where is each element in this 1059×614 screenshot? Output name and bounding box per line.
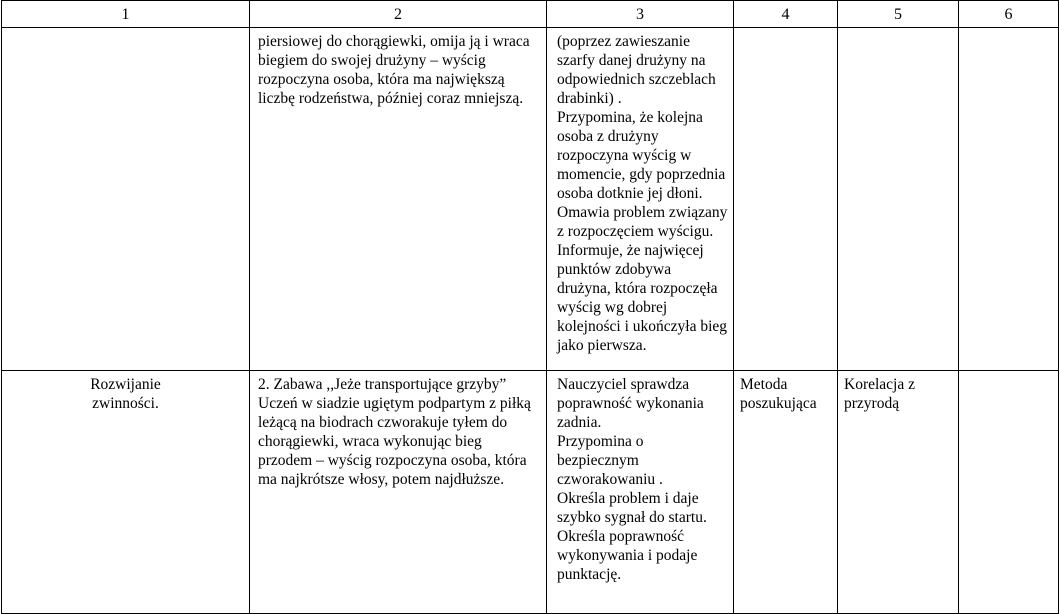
lesson-plan-table <box>1 0 1059 614</box>
text-line: osoba dotknie jej dłoni. <box>557 185 703 202</box>
text-line: wyścig wg dobrej <box>557 299 668 316</box>
teacher-actions-cell <box>547 28 734 371</box>
text-line: przodem – wyścig rozpoczyna osoba, która <box>258 452 527 469</box>
column-number-3: 3 <box>547 1 734 28</box>
teacher-actions-text <box>557 375 727 584</box>
text-line: kolejności i ukończyła bieg <box>557 318 728 335</box>
text-line: zwinności. <box>92 395 159 412</box>
text-line: Określa problem i daje <box>557 490 699 507</box>
column-number-1: 1 <box>2 1 250 28</box>
activity-description-cell <box>250 28 547 371</box>
activity-description-text <box>258 375 540 489</box>
text-line: Przypomina o <box>557 433 644 450</box>
text-line: Nauczyciel sprawdza <box>557 376 690 393</box>
text-line: biegiem do swojej drużyny – wyścig <box>258 52 486 69</box>
text-line: ma najkrótsze włosy, potem najdłuższe. <box>258 471 505 488</box>
goal-cell <box>2 371 250 614</box>
text-line: przyrodą <box>844 395 900 412</box>
text-line: drabinki) . <box>557 90 622 107</box>
text-line: odpowiednich szczeblach <box>557 71 716 88</box>
text-line: szarfy danej drużyny na <box>557 52 706 69</box>
header-row <box>2 1 1059 28</box>
text-line: szybko sygnał do startu. <box>557 509 707 526</box>
column-number-4: 4 <box>734 1 838 28</box>
column-number-2: 2 <box>250 1 547 28</box>
method-text <box>740 375 831 413</box>
notes-cell <box>959 28 1059 371</box>
activity-description-cell <box>250 371 547 614</box>
text-line: z rozpoczęciem wyścigu. <box>557 223 714 240</box>
text-line: Informuje, że najwięcej <box>557 242 704 259</box>
text-line: momencie, gdy poprzednia <box>557 166 726 183</box>
text-line: Metoda <box>740 376 788 393</box>
goal-cell <box>2 28 250 371</box>
column-number-5: 5 <box>838 1 959 28</box>
text-line: punktów zdobywa <box>557 261 672 278</box>
correlation-cell <box>838 28 959 371</box>
text-line: Uczeń w siadzie ugiętym podpartym z piłką <box>258 395 531 412</box>
text-line: osoba z drużyny <box>557 128 659 145</box>
text-line: Określa poprawność <box>557 528 684 545</box>
text-line: rozpoczyna osoba, która ma największą <box>258 71 505 88</box>
text-line: bezpiecznym <box>557 452 639 469</box>
notes-cell <box>959 371 1059 614</box>
text-line: 2. Zabawa ,,Jeże transportujące grzyby” <box>258 376 507 393</box>
teacher-actions-text <box>557 32 727 355</box>
text-line: rozpoczyna wyścig w <box>557 147 692 164</box>
table-row <box>2 371 1059 614</box>
text-line: chorągiewki, wraca wykonując bieg <box>258 433 482 450</box>
text-line: (poprzez zawieszanie <box>557 33 690 50</box>
text-line: Przypomina, że kolejna <box>557 109 703 126</box>
method-cell <box>734 28 838 371</box>
text-line: poprawność wykonania <box>557 395 704 412</box>
correlation-cell <box>838 371 959 614</box>
activity-description-text <box>258 32 540 108</box>
text-line: zadnia. <box>557 414 602 431</box>
text-line: jako pierwsza. <box>557 337 647 354</box>
goal-text <box>8 375 243 413</box>
method-cell <box>734 371 838 614</box>
text-line: wykonywania i podaje <box>557 547 698 564</box>
column-number-6: 6 <box>959 1 1059 28</box>
teacher-actions-cell <box>547 371 734 614</box>
text-line: Rozwijanie <box>90 376 161 393</box>
text-line: punktację. <box>557 566 622 583</box>
text-line: Omawia problem związany <box>557 204 728 221</box>
text-line: leżącą na biodrach czworakuje tyłem do <box>258 414 508 431</box>
text-line: poszukująca <box>740 395 817 412</box>
table-row <box>2 28 1059 371</box>
text-line: liczbę rodzeństwa, później coraz mniejszą. <box>258 90 524 107</box>
text-line: czworakowaniu . <box>557 471 663 488</box>
text-line: Korelacja z <box>844 376 915 393</box>
text-line: drużyna, która rozpoczęła <box>557 280 718 297</box>
correlation-text <box>844 375 952 413</box>
text-line: piersiowej do chorągiewki, omija ją i wraca <box>258 33 530 50</box>
